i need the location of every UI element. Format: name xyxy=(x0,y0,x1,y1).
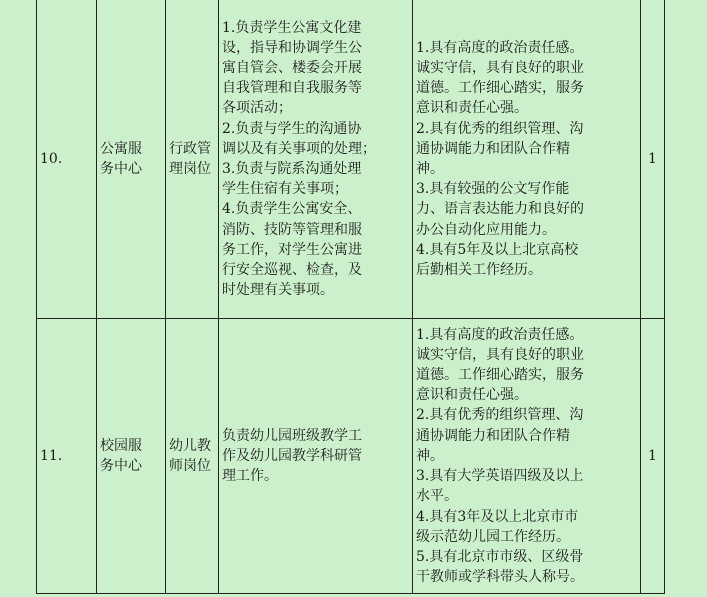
position-line: 师岗位 xyxy=(169,458,211,474)
requirements-line: 诚实守信，具有良好的职业 xyxy=(416,346,584,363)
duties-line: 作及幼儿园教学科研管 xyxy=(222,447,362,464)
duties-cell xyxy=(219,0,413,319)
requirements-line: 干教师或学科带头人称号。 xyxy=(416,569,584,586)
row-number: 11. xyxy=(40,447,63,464)
requirements-line: 1.具有高度的政治责任感。 xyxy=(416,39,584,56)
position-line: 行政管 xyxy=(169,140,211,157)
duties-line: 自我管理和自我服务等 xyxy=(222,80,362,97)
duties-line: 1.负责学生公寓文化建 xyxy=(222,19,362,36)
requirements-line: 4.具有5年及以上北京高校 xyxy=(416,241,579,258)
requirements-cell xyxy=(413,0,641,319)
requirements-line: 3.具有较强的公文写作能 xyxy=(416,181,570,198)
headcount-cell xyxy=(641,319,665,594)
duties-line: 负责幼儿园班级教学工 xyxy=(222,427,362,444)
requirements-line: 2.具有优秀的组织管理、沟 xyxy=(416,120,584,137)
department-cell xyxy=(97,0,166,319)
duties-line: 消防、技防等管理和服 xyxy=(222,221,362,238)
requirements-line: 通协调能力和团队合作精 xyxy=(416,140,570,157)
duties-line: 寓自管会、楼委会开展 xyxy=(222,59,362,76)
requirements-line: 3.具有大学英语四级及以上 xyxy=(416,468,584,485)
table-row xyxy=(37,0,665,319)
duties-line: 2.负责与学生的沟通协 xyxy=(222,120,362,137)
position-line: 幼儿教 xyxy=(169,437,211,454)
table-row xyxy=(37,319,665,594)
requirements-line: 神。 xyxy=(416,161,444,177)
headcount: 1 xyxy=(648,447,657,464)
row-number: 10. xyxy=(40,150,63,167)
requirements-line: 水平。 xyxy=(416,488,458,505)
duties-line: 行安全巡视、检查，及 xyxy=(222,262,362,279)
job-positions-table xyxy=(36,0,665,594)
duties-line: 时处理有关事项。 xyxy=(222,282,334,299)
table-body xyxy=(37,0,665,594)
department-line: 公寓服 xyxy=(100,140,142,157)
position-cell xyxy=(166,319,219,594)
row-number-cell xyxy=(37,319,97,594)
requirements-cell xyxy=(413,319,641,594)
requirements-line: 道德。工作细心踏实，服务 xyxy=(416,80,584,97)
headcount-cell xyxy=(641,0,665,319)
requirements-line: 4.具有3年及以上北京市市 xyxy=(416,508,579,525)
requirements-line: 诚实守信，具有良好的职业 xyxy=(416,59,584,76)
duties-line: 理工作。 xyxy=(222,468,278,485)
duties-line: 4.负责学生公寓安全、 xyxy=(222,201,362,218)
department-line: 校园服 xyxy=(100,437,142,454)
duties-cell xyxy=(219,319,413,594)
duties-line: 调以及有关事项的处理； xyxy=(222,140,376,157)
requirements-line: 力、语言表达能力和良好的 xyxy=(416,201,584,218)
row-number-cell xyxy=(37,0,97,319)
department-cell xyxy=(97,319,166,594)
headcount: 1 xyxy=(648,150,657,167)
requirements-line: 意识和责任心强。 xyxy=(416,100,528,117)
requirements-line: 1.具有高度的政治责任感。 xyxy=(416,326,584,343)
requirements-line: 后勤相关工作经历。 xyxy=(416,262,542,279)
requirements-line: 通协调能力和团队合作精 xyxy=(416,427,570,444)
requirements-line: 神。 xyxy=(416,447,444,464)
requirements-line: 办公自动化应用能力。 xyxy=(416,221,556,238)
duties-line: 学生住宿有关事项； xyxy=(222,181,348,198)
department-line: 务中心 xyxy=(100,458,142,474)
requirements-line: 5.具有北京市市级、区级骨 xyxy=(416,548,584,565)
duties-line: 各项活动； xyxy=(222,100,292,117)
position-line: 理岗位 xyxy=(169,161,211,177)
duties-line: 3.负责与院系沟通处理 xyxy=(222,161,362,177)
department-line: 务中心 xyxy=(100,161,142,177)
position-cell xyxy=(166,0,219,319)
duties-line: 设，指导和协调学生公 xyxy=(222,39,362,56)
requirements-line: 道德。工作细心踏实，服务 xyxy=(416,367,584,384)
duties-line: 务工作，对学生公寓进 xyxy=(222,241,362,258)
requirements-line: 意识和责任心强。 xyxy=(416,387,528,404)
requirements-line: 级示范幼儿园工作经历。 xyxy=(416,528,570,545)
requirements-line: 2.具有优秀的组织管理、沟 xyxy=(416,407,584,424)
